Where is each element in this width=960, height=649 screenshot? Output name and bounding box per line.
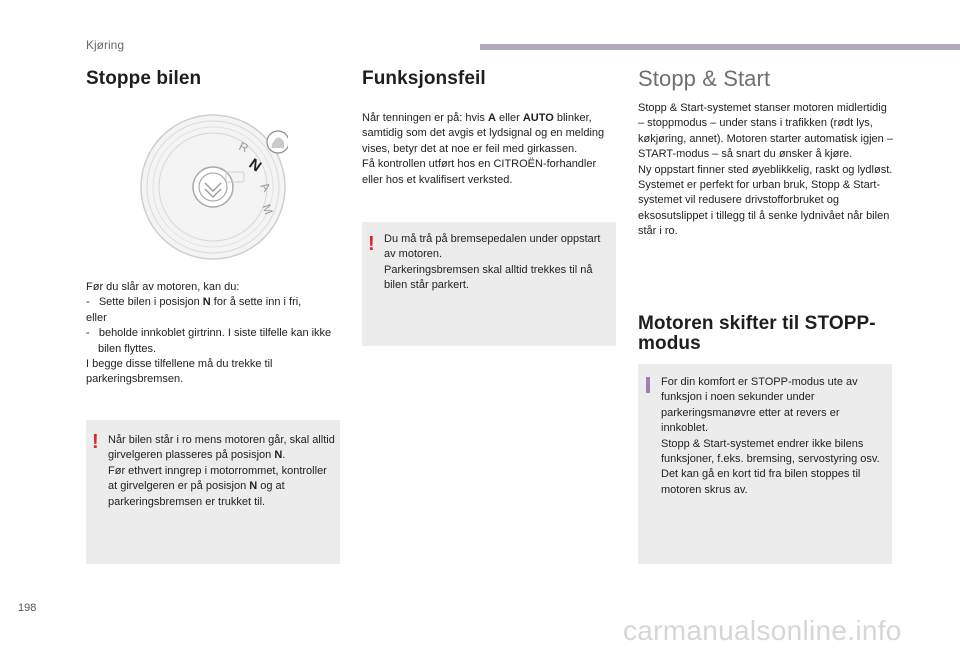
bullet-keep-gear: - beholde innkoblet girtrinn. I siste tilfelle kan ikke bilen flyttes. [86,327,332,355]
gear-letter-m: M [259,202,276,217]
stopp-start-text [638,101,894,240]
warning-c: . [282,449,286,462]
page-number: 198 [18,602,37,614]
bullet-neutral [86,295,342,310]
watermark: carmanualsonline.info [623,615,902,646]
p1-auto: AUTO [522,112,554,124]
warning-text-funksjonsfeil [384,232,612,294]
or-text: eller [86,311,107,324]
p1-a-letter: A [487,112,496,124]
gear-letter-n: N [245,155,265,176]
warning-a: Når bilen står i ro mens motoren går, skal alltid girvelgeren plasseres på posisjon [108,434,335,462]
gear-selector-illustration [138,112,288,262]
info-delay: Det kan gå en kort tid fra bilen stoppes til motoren skrus av. [661,468,861,496]
funksjonsfeil-p1 [362,111,618,157]
outro-text: I begge disse tilfellene må du trekke til parkeringsbremsen. [86,358,273,386]
warning-icon: ! [92,431,99,453]
bullet-neutral-n: N [202,296,211,309]
stopp-modus-heading: Motoren skifter til STOPP-modus [638,313,876,354]
p1-c: eller [495,112,523,124]
info-reverse: For din komfort er STOPP-modus ute av funksjon i noen sekunder under parkeringsmanøvre etter at revers er innkoblet. [661,376,858,435]
info-text-stopp-modus [661,375,889,498]
p1-a: Når tenningen er på: hvis [362,112,488,124]
stopp-start-p2: Ny oppstart finner sted øyeblikkelig, raskt og lydløst. [638,163,893,176]
warning-parking-brake: Parkeringsbremsen skal alltid trekkes til nå bilen står parkert. [384,263,593,292]
bullet-neutral-a: - Sette bilen i posisjon [86,296,203,309]
warning-icon: ! [368,233,375,255]
section-accent-bar [480,44,960,50]
funksjonsfeil-heading: Funksjonsfeil [362,68,486,89]
gear-letter-r: R [236,139,251,156]
warning-neutral-text [108,433,338,464]
funksjonsfeil-text [362,111,618,188]
funksjonsfeil-p2: Få kontrollen utført hos en CITROËN-forhandler eller hos et kvalifisert verksted. [362,158,597,186]
info-icon [646,377,650,393]
warning2-n: N [249,480,258,493]
warning-brake-pedal: Du må trå på bremsepedalen under oppstart av motoren. [384,233,601,261]
stopp-start-p3: Systemet er perfekt for urban bruk, Stopp & Start-systemet vil redusere drivstofforbruket og eksosutslippet i tillegg til å senke lydnivået når bilen står i ro. [638,179,890,238]
stoppe-bilen-heading: Stoppe bilen [86,68,202,89]
section-label: Kjøring [86,38,125,52]
warning-engine-text [108,464,338,510]
warning-n: N [274,449,283,462]
stoppe-bilen-text [86,280,342,388]
warning-text-stoppe [108,433,338,510]
gear-letter-a: A [257,179,274,195]
stopp-start-p1: Stopp & Start-systemet stanser motoren midlertidig – stoppmodus – under stans i trafikken (rødt lys, køkjøring, annet). Motoren starter automatisk igjen – START-modus – så snart du ønsker å kjøre. [638,102,893,161]
warning2-a: Før ethvert inngrep i motorrommet, kontroller at girvelgeren er på posisjon [108,464,327,493]
bullet-neutral-c: for å sette inn i fri, [210,296,302,309]
p1-e: blinker, samtidig som det avgis et lydsignal og en melding vises, betyr det at noe er feil med girkassen. [362,112,605,155]
stopp-start-heading: Stopp & Start [638,66,771,91]
warning2-c: og at parkeringsbremsen er trukket til. [108,480,285,508]
info-functions: Stopp & Start-systemet endrer ikke bilens funksjoner, f.eks. bremsing, servostyring osv. [661,437,880,466]
intro-text: Før du slår av motoren, kan du: [86,281,240,293]
